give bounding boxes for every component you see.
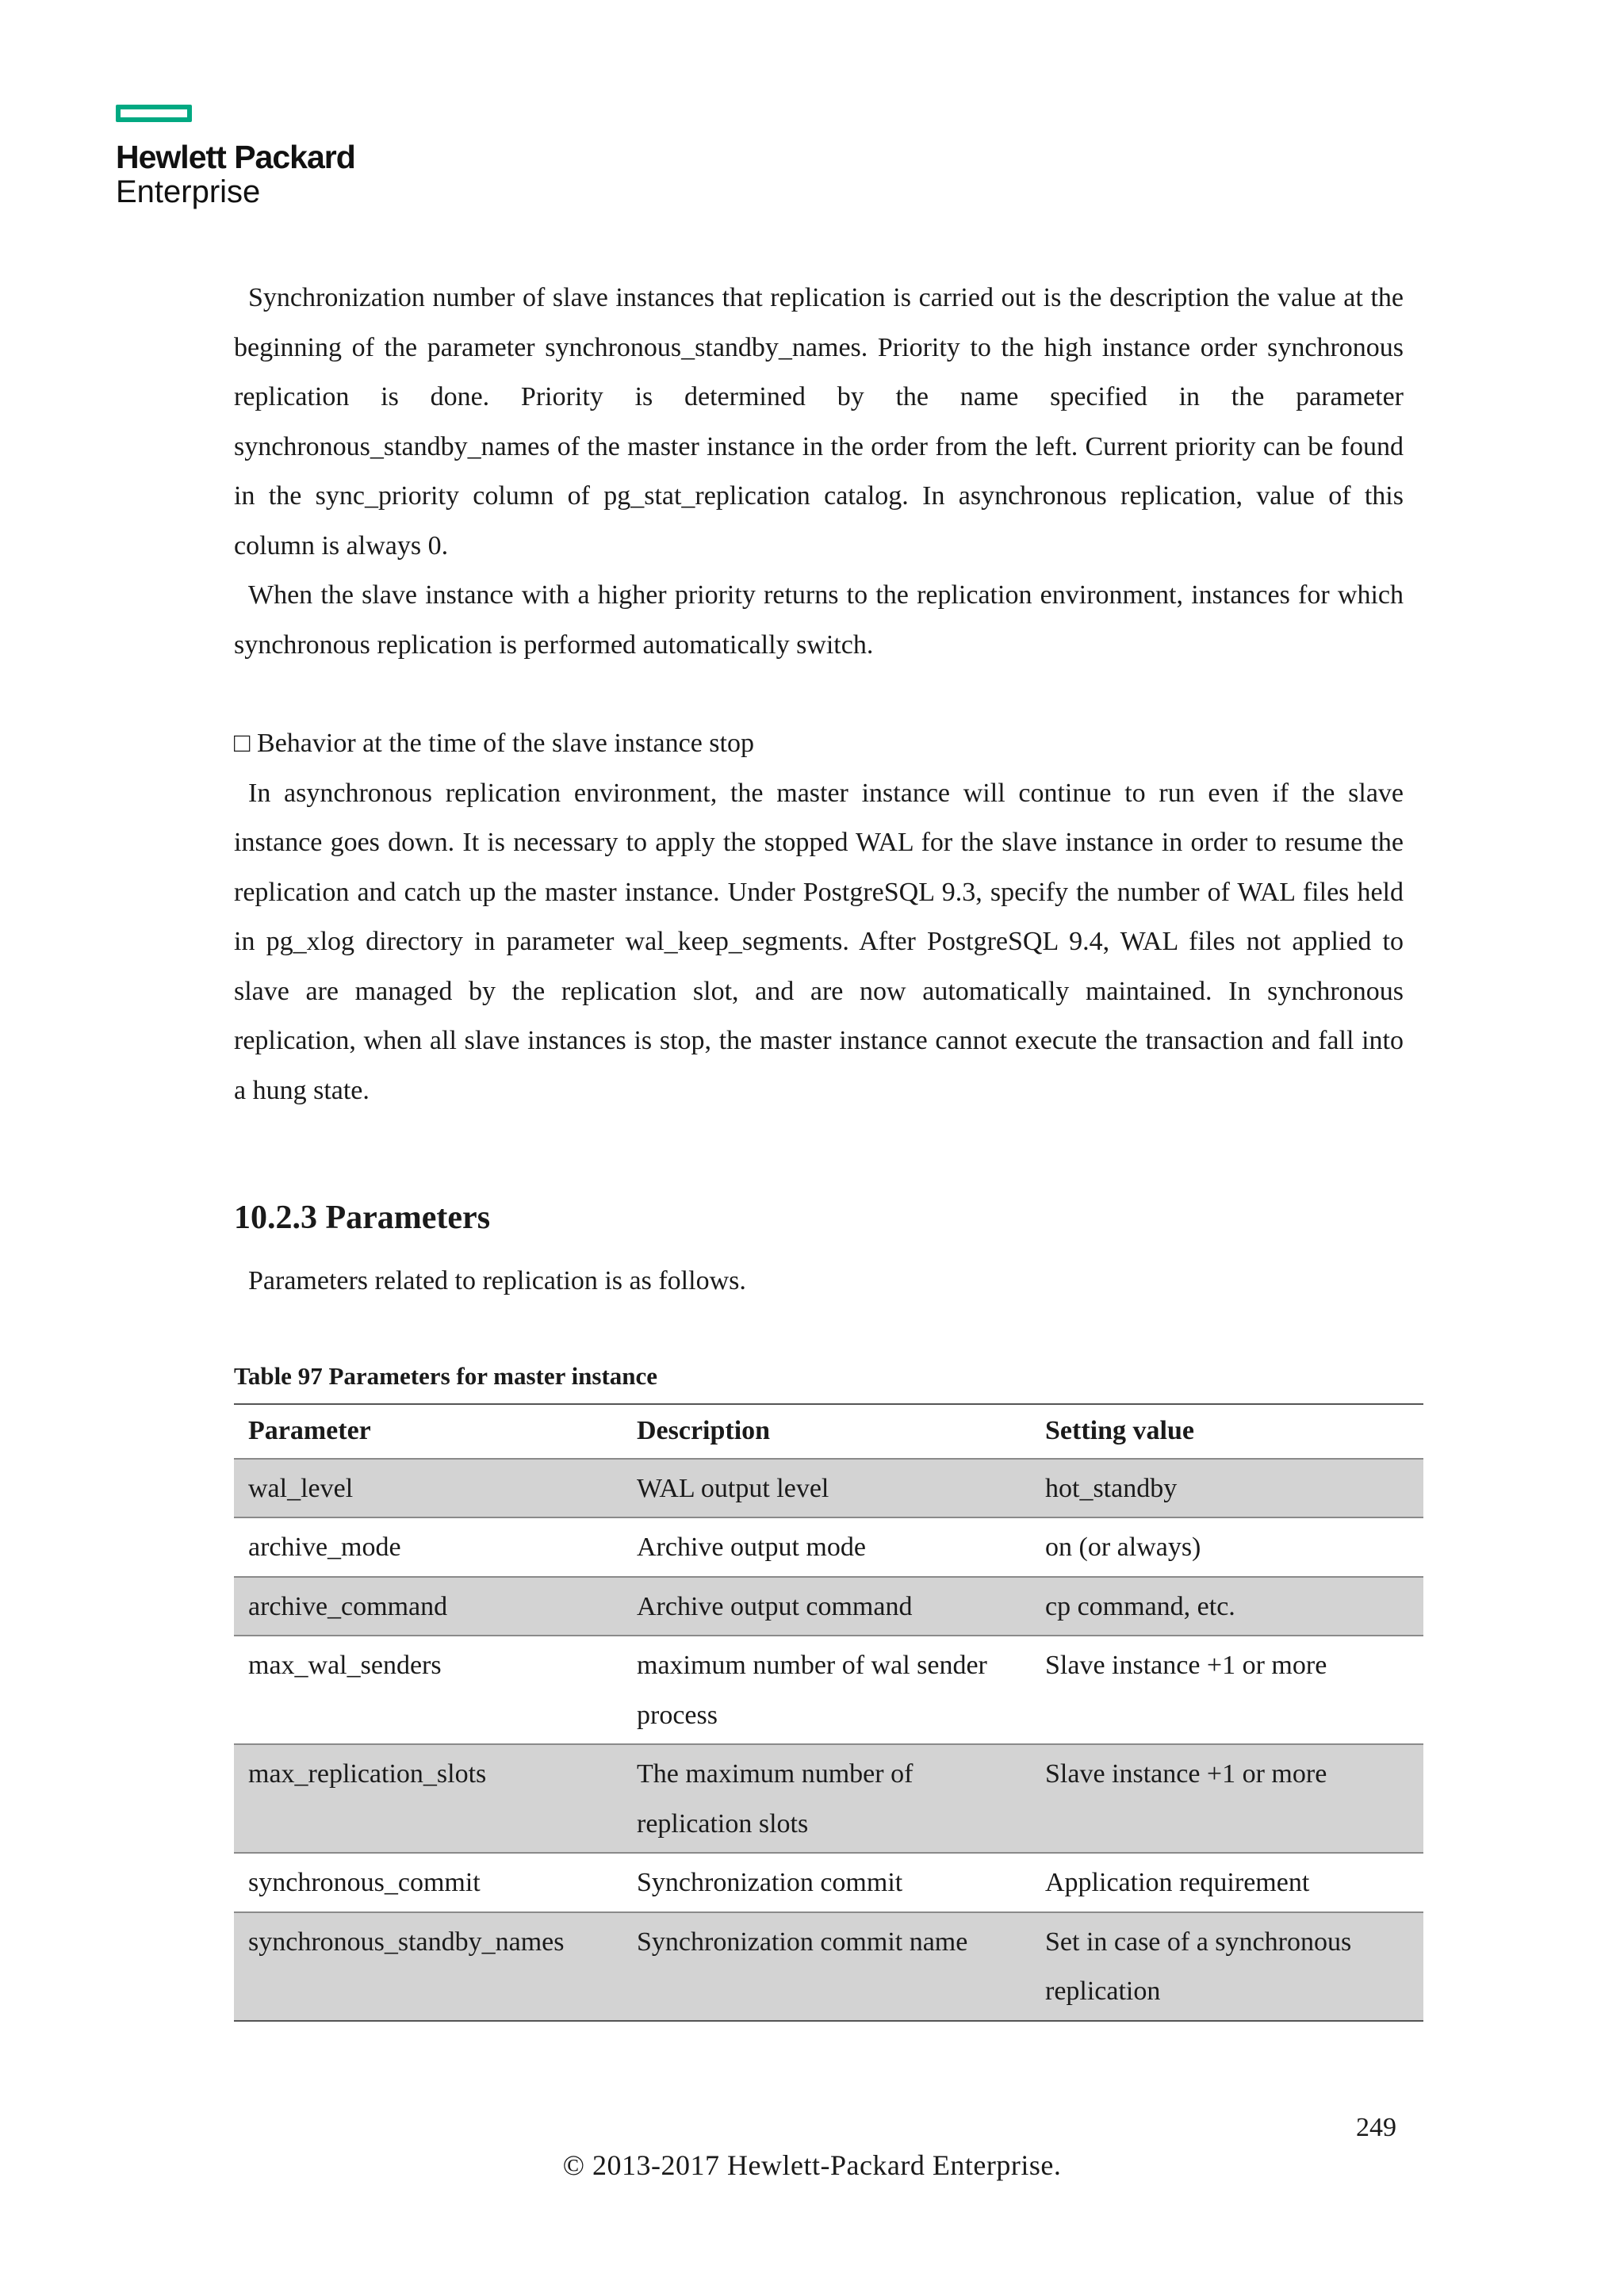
table-caption: Table 97 Parameters for master instance — [234, 1362, 658, 1390]
table-row — [234, 1517, 1423, 1577]
cell-description: maximum number of wal sender process — [622, 1636, 1031, 1744]
logo-mark-icon — [116, 105, 192, 122]
cell-description: Archive output command — [622, 1577, 1031, 1636]
logo-text-line2: Enterprise — [116, 174, 261, 209]
page-number: 249 — [1356, 2113, 1396, 2142]
body-text — [234, 274, 1404, 1115]
cell-parameter: max_wal_senders — [234, 1636, 622, 1744]
spacer — [234, 670, 1404, 719]
company-logo — [116, 105, 401, 209]
cell-parameter: max_replication_slots — [234, 1744, 622, 1853]
table-row — [234, 1912, 1423, 2021]
copyright-footer: © 2013-2017 Hewlett-Packard Enterprise. — [562, 2149, 1062, 2181]
column-header-parameter: Parameter — [234, 1404, 622, 1459]
column-header-description: Description — [622, 1404, 1031, 1459]
cell-description: WAL output level — [622, 1459, 1031, 1518]
table-row — [234, 1636, 1423, 1744]
table-row — [234, 1744, 1423, 1853]
cell-description: Synchronization commit name — [622, 1912, 1031, 2021]
cell-parameter: synchronous_standby_names — [234, 1912, 622, 2021]
cell-setting-value: cp command, etc. — [1031, 1577, 1423, 1636]
cell-setting-value: Slave instance +1 or more — [1031, 1636, 1423, 1744]
table-row — [234, 1853, 1423, 1912]
cell-setting-value: Set in case of a synchronous replication — [1031, 1912, 1423, 2021]
table-row — [234, 1459, 1423, 1518]
bullet-heading: □ Behavior at the time of the slave instance stop — [234, 729, 754, 758]
section-title: 10.2.3 Parameters — [234, 1200, 491, 1236]
logo-text-line1: Hewlett Packard — [116, 139, 355, 175]
cell-setting-value: on (or always) — [1031, 1517, 1423, 1577]
section-intro: Parameters related to replication is as follows. — [248, 1266, 746, 1295]
paragraph-priority-switch: When the slave instance with a higher priority returns to the replication environment, instances for which synchronous replication is performed automatically switch. — [234, 580, 1404, 660]
cell-parameter: archive_command — [234, 1577, 622, 1636]
cell-parameter: synchronous_commit — [234, 1853, 622, 1912]
cell-description: Archive output mode — [622, 1517, 1031, 1577]
paragraph-slave-stop: In asynchronous replication environment, the master instance will continue to run even if the slave instance goes down. It is necessary to apply the stopped WAL for the slave instance in order to resume the replication and catch up the master instance. Under PostgreSQL 9.3, specify the number of WAL files held in pg_xlog directory in parameter wal_keep_segments. After PostgreSQL 9.4, WAL files not applied to slave are managed by the replication slot, and are now automatically maintained. In synchronous replication, when all slave instances is stop, the master instance cannot execute the transaction and fall into a hung state. — [234, 778, 1404, 1105]
cell-description: The maximum number of replication slots — [622, 1744, 1031, 1853]
cell-parameter: archive_mode — [234, 1517, 622, 1577]
column-header-setting-value: Setting value — [1031, 1404, 1423, 1459]
table-header-row — [234, 1404, 1423, 1459]
paragraph-sync-priority: Synchronization number of slave instances that replication is carried out is the description the value at the beginning of the parameter synchronous_standby_names. Priority to the high instance order synchronous replication is done. Priority is determined by the name specified in the parameter synchronous_standby_names of the master instance in the order from the left. Current priority can be found in the sync_priority column of pg_stat_replication catalog. In asynchronous replication, value of this column is always 0. — [234, 283, 1404, 561]
table-row — [234, 1577, 1423, 1636]
cell-description: Synchronization commit — [622, 1853, 1031, 1912]
cell-setting-value: hot_standby — [1031, 1459, 1423, 1518]
cell-setting-value: Application requirement — [1031, 1853, 1423, 1912]
cell-setting-value: Slave instance +1 or more — [1031, 1744, 1423, 1853]
cell-parameter: wal_level — [234, 1459, 622, 1518]
parameters-table — [234, 1403, 1423, 2022]
